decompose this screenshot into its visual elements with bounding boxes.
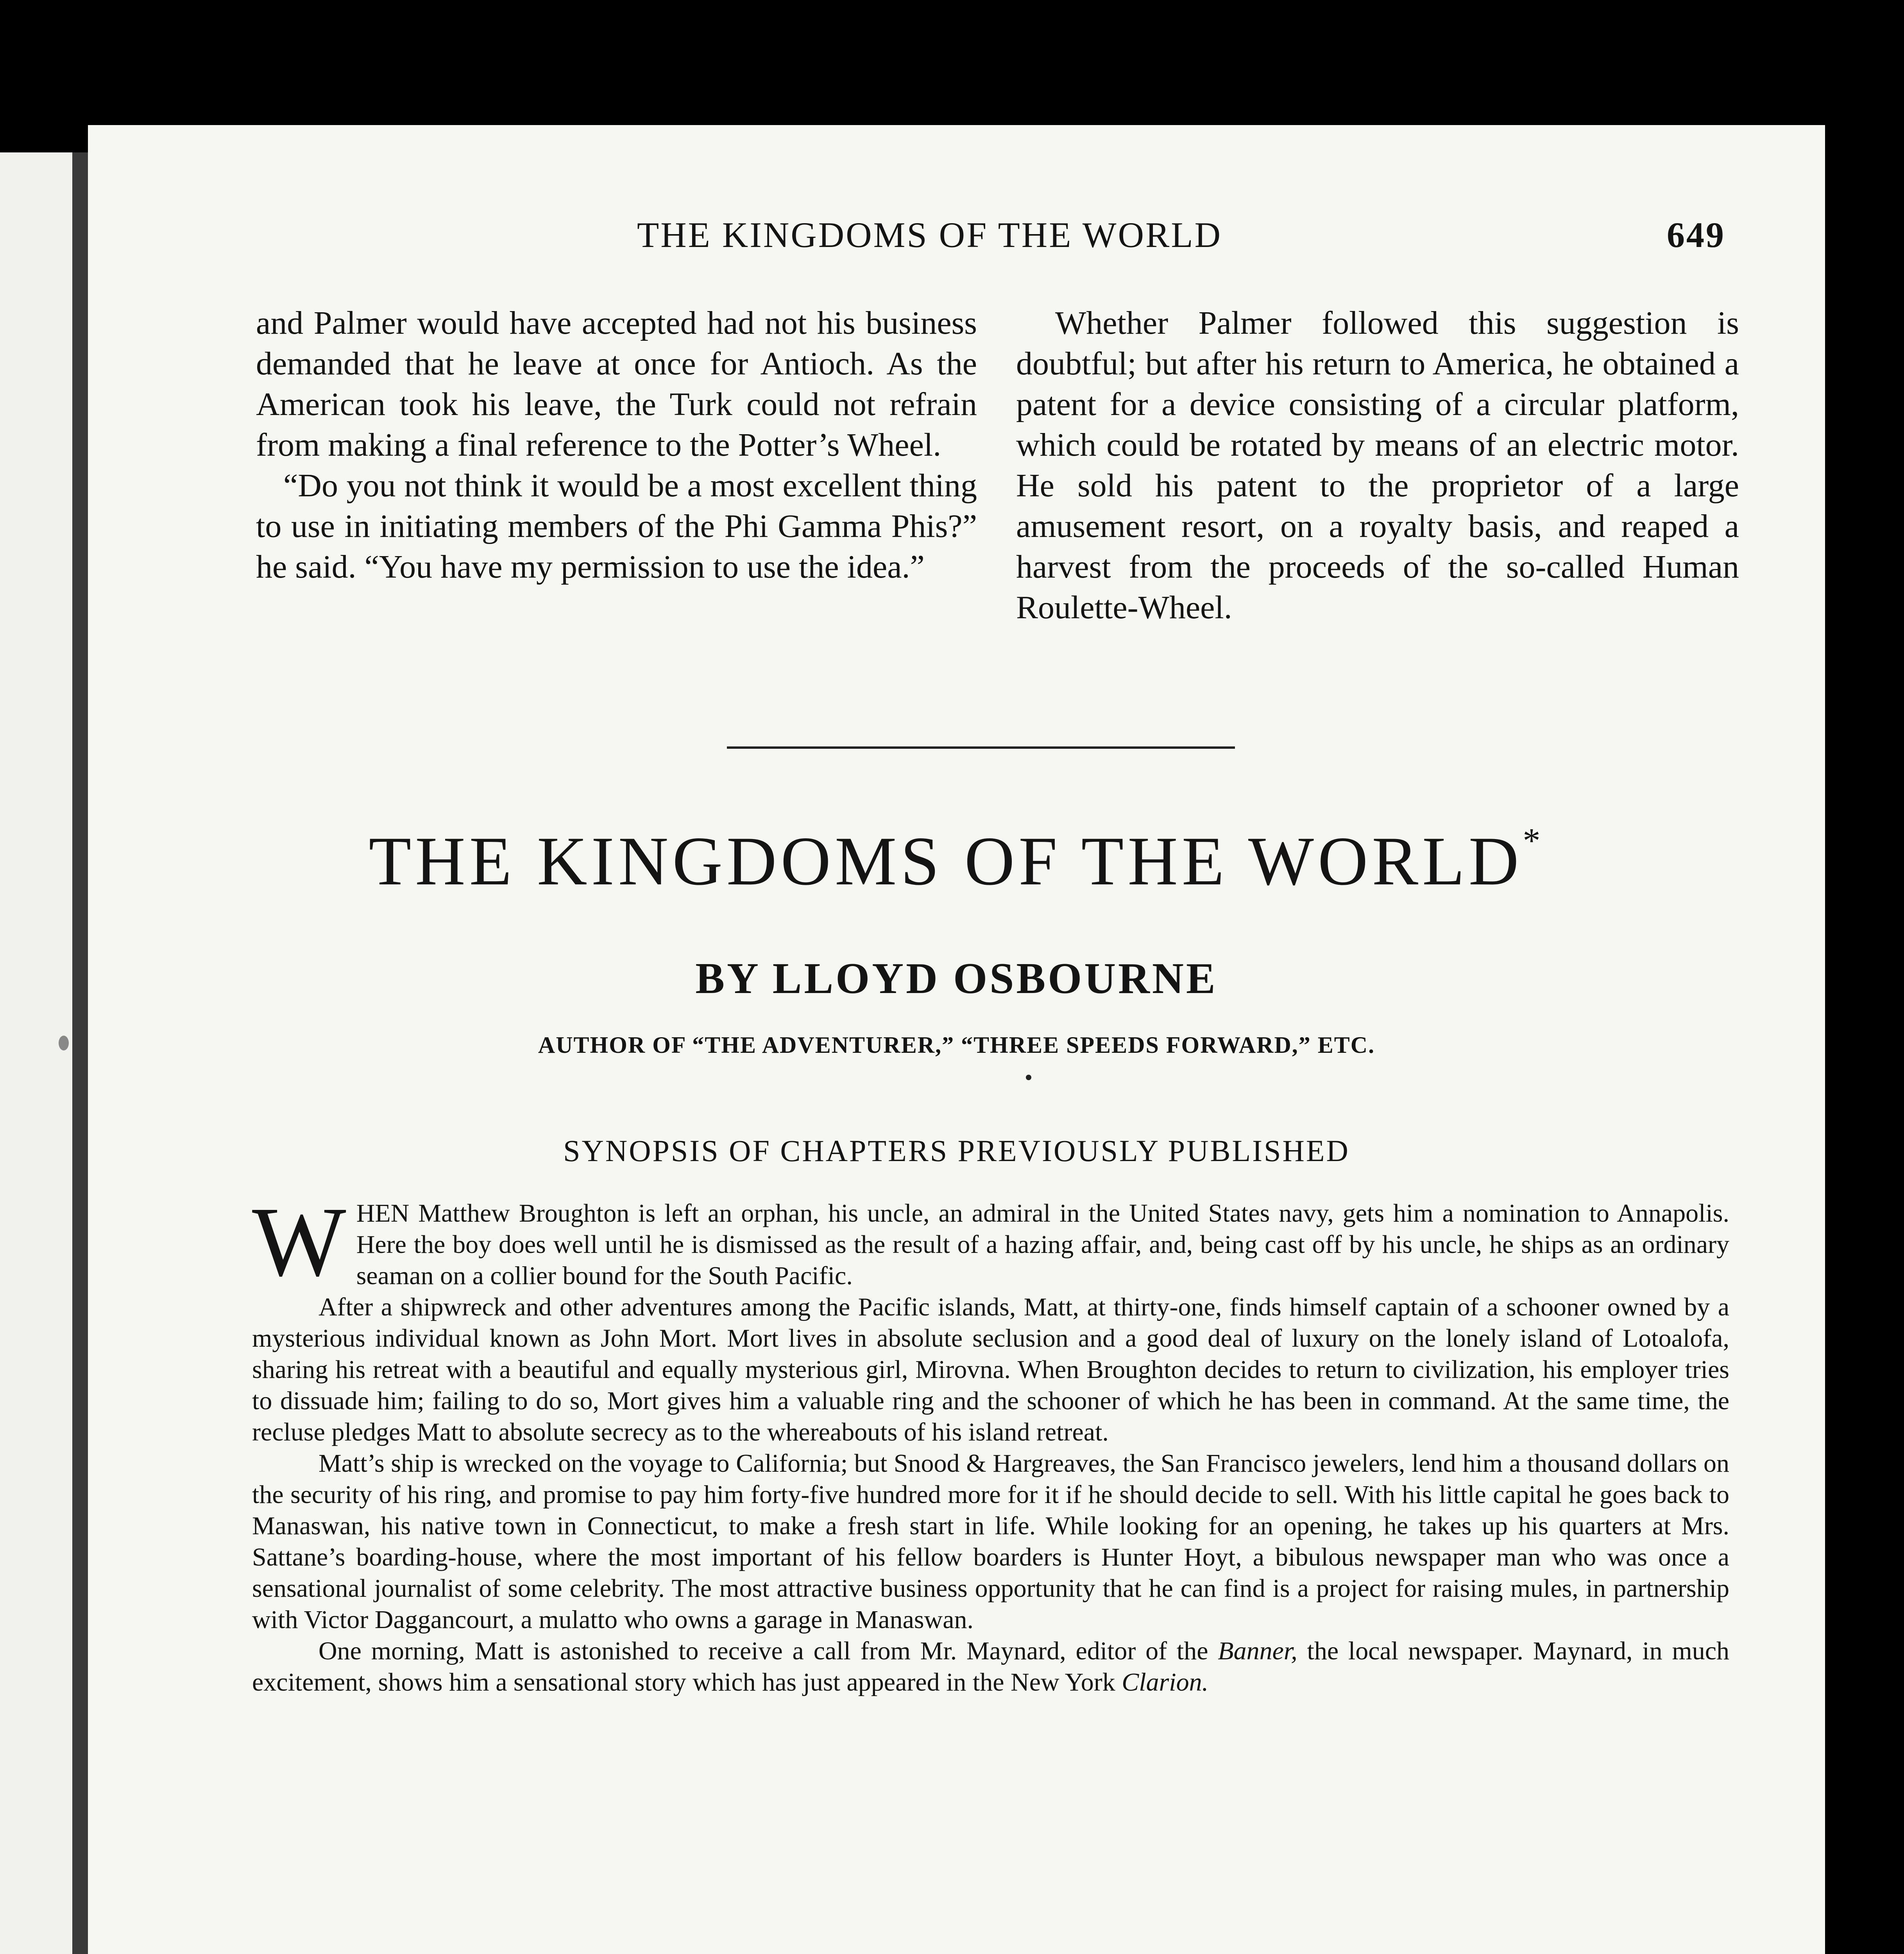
paragraph: Whether Palmer followed this suggestion is doubtful; but after his return to America, he obtained a patent for a device consisting of a circular platform, which could be rotated by means of an electric motor. He sold his patent to the proprietor of a large amusement resort, on a royalty basis, and reaped a harvest from the proceeds of the so-called Human Roulette-Wheel.: [1016, 305, 1739, 626]
synopsis-paragraph: Matt’s ship is wrecked on the voyage to California; but Snood & Hargreaves, the San Francisco jewelers, lend him a thousand dollars on the security of his ring, and promise to pay him forty-five hundred more for it if he should decide to sell. With his little capital he goes back to Manaswan, his native town in Connecticut, to make a fresh start in life. While looking for an opening, he takes up his quarters at Mrs. Sattane’s boarding-house, where the most important of his fellow boarders is Hunter Hoyt, a bibulous newspaper man who was once a sensational journalist of some celebrity. The most attractive business opportunity that he can find is a project for raising mules, in partnership with Victor Daggancourt, a mulatto who owns a garage in Manaswan.: [252, 1449, 1729, 1634]
story-title-text: THE KINGDOMS OF THE WORLD: [369, 822, 1523, 900]
magazine-page: [88, 125, 1825, 1954]
author-credits: AUTHOR OF “THE ADVENTURER,” “THREE SPEEDS FORWARD,” ETC.: [538, 1032, 1375, 1058]
paragraph: “Do you not think it would be a most excellent thing to use in initiating members of the Phi Gamma Phis?” he said. “You have my permission to use the idea.”: [256, 467, 977, 585]
paragraph: and Palmer would have accepted had not his business demanded that he leave at once for Antioch. As the American took his leave, the Turk could not refrain from making a final reference to the Potter’s Wheel.: [256, 305, 977, 463]
top-left-column: [256, 303, 977, 587]
title-footnote-mark: *: [1523, 821, 1544, 860]
synopsis-body: [252, 1187, 1730, 1698]
page-blemish: [1026, 1075, 1031, 1080]
page-blemish: [59, 1036, 69, 1050]
page-gutter-shadow: [72, 152, 88, 1954]
newspaper-name: Clarion.: [1122, 1668, 1209, 1696]
section-divider: [727, 746, 1235, 749]
synopsis-paragraph: After a shipwreck and other adventures among the Pacific islands, Matt, at thirty-one, finds himself captain of a schooner owned by a mysterious individual known as John Mort. Mort lives in absolute seclusion and a good deal of luxury on the lonely island of Lotoalofa, sharing his retreat with a beautiful and equally mysterious girl, Mirovna. When Broughton decides to return to civilization, his employer tries to dissuade him; failing to do so, Mort gives him a valuable ring and the schooner of which he has been in command. At the same time, the recluse pledges Matt to absolute secrecy as to the whereabouts of his island retreat.: [252, 1293, 1729, 1446]
synopsis-text: HEN Matthew Broughton is left an orphan, his uncle, an admiral in the United States navy, gets him a nomination to Annapolis. Here the boy does well until he is dismissed as the result of a hazing affair, and, being cast off by his uncle, he ships as an ordinary seaman on a collier bound for the South Pacific.: [356, 1199, 1729, 1290]
story-title: [88, 821, 1825, 901]
synopsis-heading: SYNOPSIS OF CHAPTERS PREVIOUSLY PUBLISHED: [563, 1134, 1350, 1168]
drop-cap: W: [252, 1187, 346, 1297]
top-right-column: [1016, 303, 1739, 628]
synopsis-text: the local newspaper. Maynard, in much excitement, shows him a sensational story which has just appeared in the New York: [252, 1637, 1730, 1696]
synopsis-text: One morning, Matt is astonished to receive a call from Mr. Maynard, editor of the: [319, 1637, 1218, 1665]
byline: BY LLOYD OSBOURNE: [695, 954, 1218, 1003]
running-title: THE KINGDOMS OF THE WORLD: [637, 215, 1222, 255]
synopsis-paragraph: [252, 1187, 1729, 1297]
newspaper-name: Banner,: [1218, 1637, 1297, 1665]
synopsis-paragraph: [252, 1635, 1729, 1698]
page-number: 649: [1667, 215, 1725, 255]
